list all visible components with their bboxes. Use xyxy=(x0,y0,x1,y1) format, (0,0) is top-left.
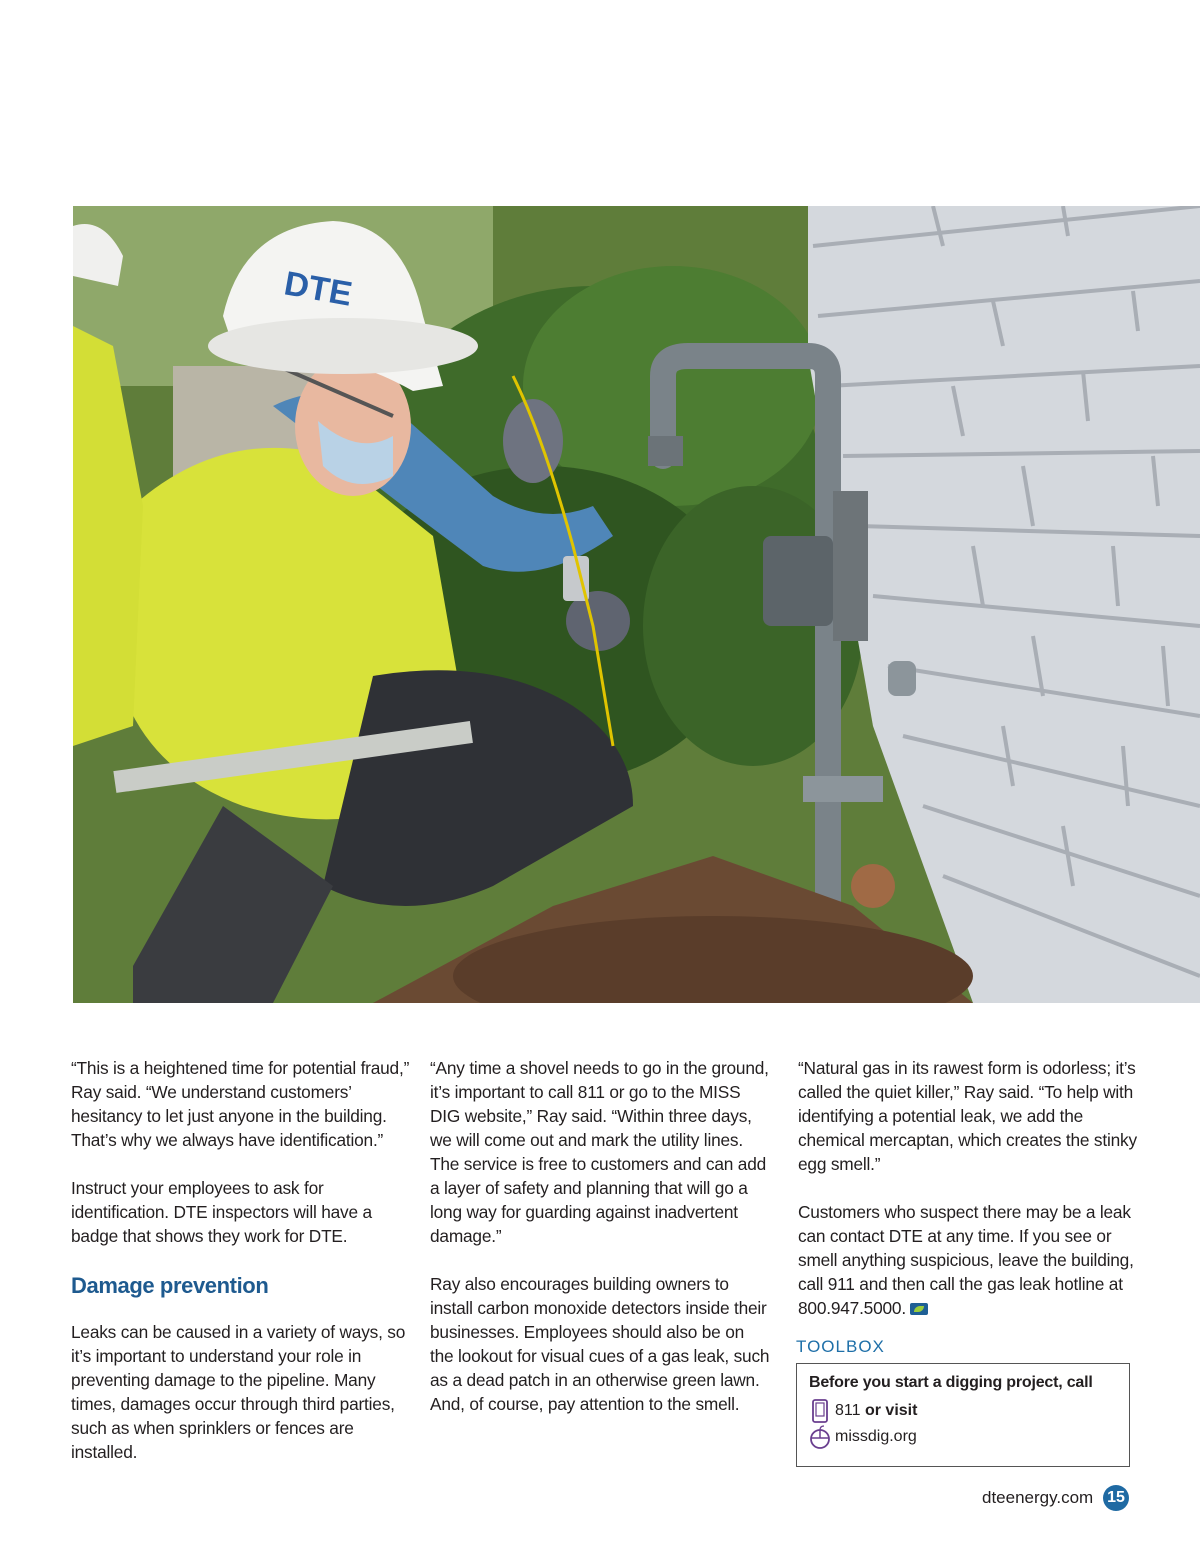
phone-icon xyxy=(809,1398,831,1424)
toolbox-phone-row xyxy=(809,1398,1117,1424)
end-mark-icon xyxy=(910,1303,928,1315)
phone-number: 811 xyxy=(835,1402,861,1419)
mouse-icon xyxy=(809,1424,831,1450)
phone-suffix: or visit xyxy=(864,1402,918,1419)
paragraph: “Any time a shovel needs to go in the ground, it’s important to call 811 or go to the MISS DIG website,” Ray said. “Within three days, we will come out and mark the utility lines. The service is free to customers and can add a layer of safety and planning that will go a long way for guarding against inadvertent damage.” xyxy=(430,1058,769,1246)
toolbox-web-row xyxy=(809,1424,1117,1450)
section-heading: Damage prevention xyxy=(71,1273,269,1298)
paragraph: Instruct your employees to ask for identification. DTE inspectors will have a badge that shows they work for DTE. xyxy=(71,1178,372,1246)
toolbox-label: TOOLBOX xyxy=(796,1337,885,1356)
footer-url[interactable]: dteenergy.com xyxy=(982,1488,1094,1507)
hero-photo xyxy=(73,206,1200,1003)
paragraph-text: Customers who suspect there may be a leak can contact DTE at any time. If you see or smell anything suspicious, leave the building, call 911 and then call the gas leak hotline at 800.947.5000. xyxy=(798,1202,1134,1318)
text-column-3 xyxy=(798,1056,1143,1344)
paragraph: Ray also encourages building owners to install carbon monoxide detectors inside their businesses. Employees should also be on the lookout for visual cues of a gas leak, such as a dead patch in an otherwise green lawn. And, of course, pay attention to the smell. xyxy=(430,1274,770,1414)
hat-logo-text: DTE xyxy=(281,264,355,314)
paragraph: Leaks can be caused in a variety of ways, so it’s important to understand your role in preventing damage to the pipeline. Many times, damages occur through third parties, such as when sprinklers or fences are installed. xyxy=(71,1322,406,1462)
toolbox-box xyxy=(796,1363,1130,1467)
toolbox-heading: Before you start a digging project, call xyxy=(809,1374,1093,1391)
paragraph xyxy=(798,1200,1143,1320)
website-link[interactable]: missdig.org xyxy=(835,1428,917,1445)
page-number-badge: 15 xyxy=(1103,1485,1129,1511)
text-column-2 xyxy=(430,1056,770,1440)
text-column-1 xyxy=(71,1056,411,1488)
paragraph: “This is a heightened time for potential fraud,” Ray said. “We understand customers’ hesitancy to let just anyone in the building. That’s why we always have identification.” xyxy=(71,1058,410,1150)
paragraph: “Natural gas in its rawest form is odorless; it’s called the quiet killer,” Ray said. “To help with identifying a potential leak, we add the chemical mercaptan, which creates the stinky egg smell.” xyxy=(798,1058,1137,1174)
